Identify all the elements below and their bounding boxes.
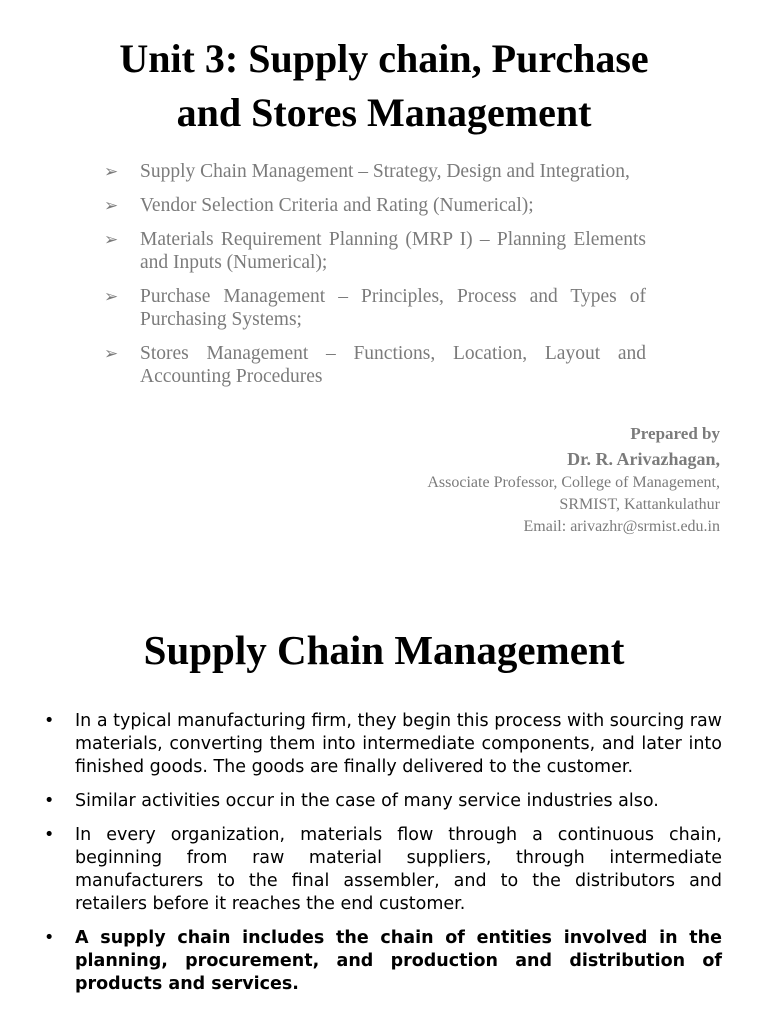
- topic-text: Supply Chain Management – Strategy, Design and Integration,: [140, 161, 630, 182]
- bullet-dot-icon: •: [44, 825, 55, 845]
- bullet-item: [40, 710, 722, 779]
- author-institution: SRMIST, Kattankulathur: [559, 496, 720, 513]
- topic-text: Materials Requirement Planning (MRP I) – Planning Elements and Inputs (Numerical);: [140, 229, 646, 273]
- bullet-dot-icon: •: [44, 711, 55, 731]
- topic-item: [104, 285, 646, 331]
- slide-1-title-line-2: and Stores Management: [176, 90, 592, 135]
- author-email: Email: arivazhr@srmist.edu.in: [523, 518, 720, 535]
- slide-2-bullet-list: [40, 710, 722, 1007]
- bullet-item: [40, 790, 722, 813]
- arrow-bullet-icon: ➢: [104, 196, 119, 215]
- author-designation: Associate Professor, College of Management,: [427, 474, 720, 491]
- arrow-bullet-icon: ➢: [104, 162, 119, 181]
- topic-text: Stores Management – Functions, Location, Layout and Accounting Procedures: [140, 343, 646, 387]
- topic-item: [104, 228, 646, 274]
- slide-1-title-line-1: Unit 3: Supply chain, Purchase: [119, 36, 649, 81]
- topic-text: Purchase Management – Principles, Process and Types of Purchasing Systems;: [140, 286, 646, 330]
- bullet-text: A supply chain includes the chain of entities involved in the planning, procurement, and production and distribution of products and services.: [75, 928, 722, 994]
- arrow-bullet-icon: ➢: [104, 230, 119, 249]
- bullet-text: Similar activities occur in the case of many service industries also.: [75, 791, 659, 811]
- slide-2-title: Supply Chain Management: [143, 627, 625, 673]
- arrow-bullet-icon: ➢: [104, 344, 119, 363]
- bullet-dot-icon: •: [44, 928, 55, 948]
- arrow-bullet-icon: ➢: [104, 287, 119, 306]
- author-name: Dr. R. Arivazhagan,: [567, 449, 720, 469]
- slide-1-title: [0, 32, 768, 140]
- author-credits: [427, 422, 720, 538]
- bullet-item: [40, 824, 722, 916]
- bullet-dot-icon: •: [44, 791, 55, 811]
- bullet-item-emphasis: [40, 927, 722, 996]
- prepared-by-label: Prepared by: [630, 424, 720, 443]
- topic-item: [104, 342, 646, 388]
- bullet-text: In every organization, materials flow through a continuous chain, beginning from raw material suppliers, through intermediate manufacturers to the final assembler, and to the distributors and retailers before it reaches the end customer.: [75, 825, 722, 914]
- bullet-text: In a typical manufacturing firm, they begin this process with sourcing raw materials, converting them into intermediate components, and later into finished goods. The goods are finally delivered to the customer.: [75, 711, 722, 777]
- slide-1-topic-list: [104, 160, 646, 399]
- topic-item: [104, 194, 646, 217]
- topic-item: [104, 160, 646, 183]
- topic-text: Vendor Selection Criteria and Rating (Numerical);: [140, 195, 534, 216]
